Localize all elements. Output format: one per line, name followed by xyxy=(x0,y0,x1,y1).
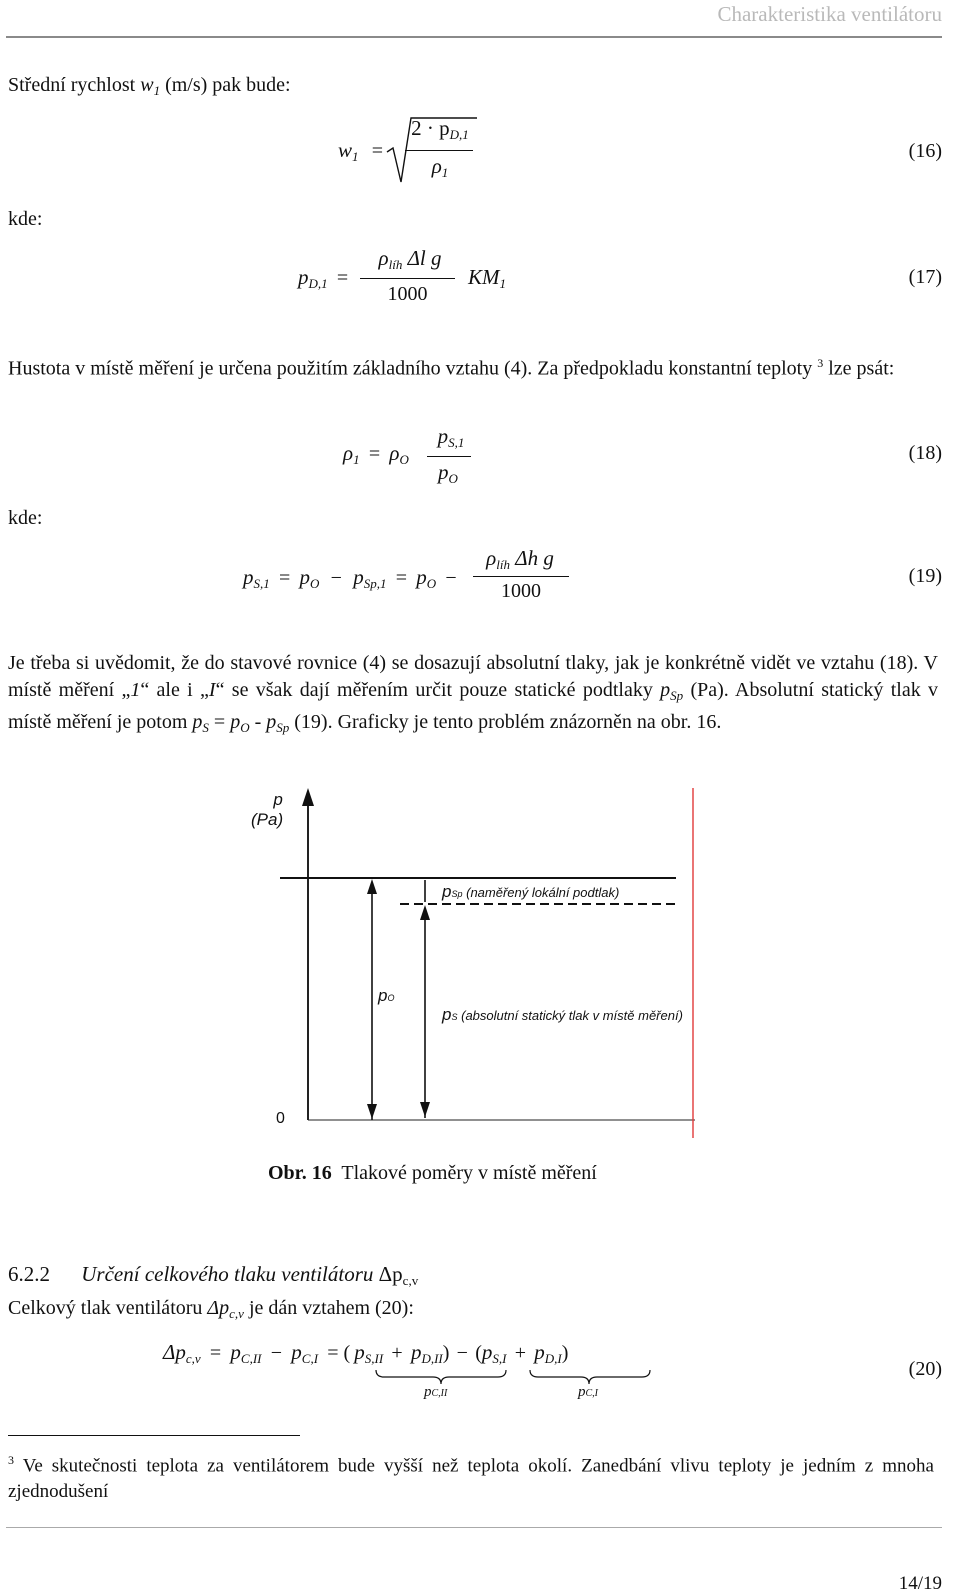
eq16-denominator xyxy=(405,154,475,181)
para2-v1-sub: Sp xyxy=(670,688,684,703)
para2-s6: - xyxy=(249,711,267,733)
para1-text-a: Hustota v místě měření je určena použitím základního vztahu (4). Za předpokladu konstantní teploty xyxy=(8,357,818,380)
eq19-t3-sub: Sp,1 xyxy=(363,576,387,591)
para2-i2: I xyxy=(208,679,216,701)
psp-label-sub: Sp xyxy=(451,889,463,899)
eq18-numerator xyxy=(425,424,477,451)
eq17-fraction-line xyxy=(360,278,455,279)
figure-zero-label: 0 xyxy=(276,1110,285,1127)
eq18-fraction-line xyxy=(427,456,471,457)
figure-psp-label xyxy=(442,882,619,902)
ps-arrow-head-top xyxy=(420,905,430,920)
para2-s1: Je třeba si uvědomit, že do stavové rovnice (4) se dosazují absolutní tlaky, jak je konkrétně vidět ve vztahu (18). V místě měření „ xyxy=(8,652,938,701)
eq17-denominator: 1000 xyxy=(387,283,428,305)
footer-rule xyxy=(6,1527,942,1528)
para2-v1: p xyxy=(660,679,671,701)
brace2-var: p xyxy=(578,1384,586,1400)
eq16-lhs-sub: 1 xyxy=(352,149,359,164)
eq18-lhs: $\rho 1 = \rho_O$ xyxy=(343,441,409,467)
caption-label: Obr. 16 xyxy=(268,1162,332,1184)
brace1-var: p xyxy=(424,1384,432,1400)
eq20-g1b: p xyxy=(410,1340,422,1364)
underbrace-2 xyxy=(530,1370,650,1384)
figure-16-diagram xyxy=(240,780,710,1140)
para1-text-b: lze psát: xyxy=(823,357,895,380)
eq18-mid-sub: O xyxy=(399,452,409,467)
eq18-num-sub: S,1 xyxy=(448,435,465,450)
underbrace-1 xyxy=(376,1370,506,1384)
eq20-brace-label-1 xyxy=(424,1384,447,1401)
ps-arrow-head-bottom xyxy=(420,1102,430,1117)
eq19-terms: $pS,1 = p_O - pSp,1 = p_O$ − xyxy=(243,565,457,591)
footnote xyxy=(8,1447,934,1505)
po-arrow-head-bottom xyxy=(367,1104,377,1119)
eq20-g2b-sub: D,I xyxy=(544,1351,562,1366)
para2-s3: “ se však dají měřením určit pouze statické podtlaky xyxy=(215,679,661,701)
para2-s5: = xyxy=(208,711,231,733)
eq19-t2: p xyxy=(299,565,311,589)
paragraph-absolute-pressures xyxy=(8,650,938,741)
eq17-number: (17) xyxy=(908,266,942,288)
eq19-t1: p xyxy=(243,565,254,589)
brace2-sub: C,I xyxy=(585,1388,598,1399)
eq16-fraction-line xyxy=(405,150,473,151)
section-number: 6.2.2 xyxy=(8,1262,50,1286)
intro-line xyxy=(8,72,291,104)
psp-label-desc: (naměřený lokální podtlak) xyxy=(466,885,620,900)
footnote-text: Ve skutečnosti teplota za ventilátorem bude vyšší než teplota okolí. Zanedbání vlivu teploty je jedním z mnoha zjednodušení xyxy=(8,1455,934,1503)
eq17-lhs-var: p xyxy=(298,265,309,289)
eq19-t1-sub: S,1 xyxy=(253,576,270,591)
eq20-t1-sub: C,II xyxy=(240,1351,262,1366)
paragraph-density xyxy=(8,350,938,383)
para2-i1: 1 xyxy=(130,679,141,701)
eq18-number: (18) xyxy=(908,442,942,464)
eq20-g2a: p xyxy=(481,1340,493,1364)
eq19-num-b: Δh g xyxy=(515,546,554,570)
eq20-g1a-sub: S,II xyxy=(364,1351,384,1366)
y-axis-arrow xyxy=(302,788,314,806)
para2-s4: (Pa). Absolutní statický tlak v místě měření je potom xyxy=(8,679,939,733)
eq19-num-rho: ρ xyxy=(486,546,497,570)
section-title: Určení celkového tlaku ventilátoru xyxy=(81,1262,379,1286)
para3-symbol-sub: c,v xyxy=(229,1306,244,1321)
paragraph-total-pressure xyxy=(8,1295,414,1327)
eq16-lhs: w1 = xyxy=(338,138,384,164)
eq17-rhs-var: KM xyxy=(468,265,500,289)
eq16-lhs-var: w xyxy=(338,138,353,162)
eq19-t3: p xyxy=(353,565,364,589)
eq20-g2a-sub: S,I xyxy=(492,1351,507,1366)
para2-v3-sub: O xyxy=(240,720,250,735)
caption-text: Tlakové poměry v místě měření xyxy=(341,1162,597,1184)
para2-s2: “ ale i „ xyxy=(140,679,209,701)
para3-text-b: je dán vztahem (20): xyxy=(243,1297,414,1319)
eq18-den-sub: O xyxy=(448,471,458,486)
eq16-numerator xyxy=(405,116,475,143)
eq17-num-b: Δl g xyxy=(407,246,442,270)
eq19-number: (19) xyxy=(908,565,942,587)
eq20-underbraces xyxy=(370,1368,660,1388)
eq16-num-sub: D,1 xyxy=(449,127,469,142)
psp-label-var: p xyxy=(442,882,452,901)
header-rule xyxy=(6,36,942,38)
figure-y-axis-label: p xyxy=(273,790,283,809)
po-label-var: p xyxy=(378,986,388,1005)
eq16-num: 2 · p xyxy=(411,116,450,140)
eq18-num: p xyxy=(437,424,449,448)
kde-label-2: kde: xyxy=(8,507,43,529)
eq20-brace-label-2 xyxy=(578,1384,598,1401)
eq16-den: ρ xyxy=(431,154,442,178)
eq17-rhs xyxy=(468,265,506,292)
para2-v4-sub: Sp xyxy=(276,720,290,735)
ps-label-sub: S xyxy=(451,1012,458,1022)
eq17-num-sub: líh xyxy=(388,257,403,272)
eq17-lhs-sub: D,1 xyxy=(308,276,328,291)
footnote-rule xyxy=(8,1435,300,1436)
eq19-t4: p xyxy=(416,565,427,589)
eq20-t1: p xyxy=(230,1340,241,1364)
eq18-den: p xyxy=(438,460,449,484)
eq17-numerator xyxy=(360,246,460,273)
eq17-lhs: pD,1 = xyxy=(298,265,349,291)
eq19-fraction-line xyxy=(473,576,569,577)
figure-y-label xyxy=(251,790,284,830)
section-heading xyxy=(8,1261,418,1294)
eq20-number: (20) xyxy=(908,1358,942,1380)
ps-label-var: p xyxy=(442,1005,452,1024)
para2-v2-sub: S xyxy=(202,720,209,735)
eq19-denominator: 1000 xyxy=(501,580,541,602)
para2-s7: (19). Graficky je tento problém znázorněn na obr. 16. xyxy=(289,711,722,733)
eq19-num-sub: líh xyxy=(496,557,510,572)
footnote-ref-3: 3 xyxy=(817,356,824,370)
po-label-sub: O xyxy=(387,993,395,1003)
para2-v3: p xyxy=(230,711,241,733)
para2-v2: p xyxy=(192,711,203,733)
figure-y-axis-unit: (Pa) xyxy=(251,810,284,829)
eq20-g1a: p xyxy=(354,1340,365,1364)
eq16-number: (16) xyxy=(908,140,942,162)
figure-ps-label xyxy=(442,1005,683,1025)
page-number: 14/19 xyxy=(898,1573,942,1594)
eq20-lhs: Δp xyxy=(163,1340,186,1364)
eq20-lhs-sub: c,v xyxy=(185,1351,201,1366)
kde-label-1: kde: xyxy=(8,208,43,230)
eq18-mid-var: ρ xyxy=(389,441,400,465)
running-header: Charakteristika ventilátoru xyxy=(717,2,942,26)
eq19-t4-sub: O xyxy=(426,576,437,591)
section-symbol: Δp xyxy=(378,1262,403,1286)
eq17-num-rho: ρ xyxy=(378,246,389,270)
eq20-t2: p xyxy=(291,1340,302,1364)
intro-text-a: Střední rychlost xyxy=(8,74,141,96)
eq18-lhs-sub: 1 xyxy=(353,452,360,467)
eq19-numerator xyxy=(470,546,570,573)
eq20-g1b-sub: D,II xyxy=(421,1351,443,1366)
eq18-lhs-var: ρ xyxy=(343,441,354,465)
intro-var: w xyxy=(140,74,154,96)
section-symbol-sub: c,v xyxy=(402,1273,419,1288)
footnote-mark: 3 xyxy=(8,1453,14,1467)
eq17-rhs-sub: 1 xyxy=(499,276,506,291)
eq18-denominator xyxy=(425,460,471,487)
figure-caption xyxy=(268,1160,597,1186)
para2-v4: p xyxy=(266,711,277,733)
para3-symbol: Δp xyxy=(207,1297,230,1319)
figure-po-label xyxy=(378,986,394,1006)
intro-var-sub: 1 xyxy=(153,83,161,98)
eq20: $\Delta p_{c,v} = p_{C,II} - p_{C,I}$ = ( $p_{S,II} + p_{D,II}) - (p_{S,I} + p_{D,I})$ xyxy=(163,1340,569,1366)
eq20-t2-sub: C,I xyxy=(301,1351,319,1366)
ps-label-desc: (absolutní statický tlak v místě měření) xyxy=(461,1008,683,1023)
po-arrow-head-top xyxy=(367,879,377,894)
intro-text-b: (m/s) pak bude: xyxy=(160,74,291,96)
eq20-g2b: p xyxy=(534,1340,545,1364)
brace1-sub: C,II xyxy=(431,1388,448,1399)
eq16-den-sub: 1 xyxy=(441,165,449,180)
eq19-t2-sub: O xyxy=(310,576,320,591)
para3-text-a: Celkový tlak ventilátoru xyxy=(8,1297,208,1319)
